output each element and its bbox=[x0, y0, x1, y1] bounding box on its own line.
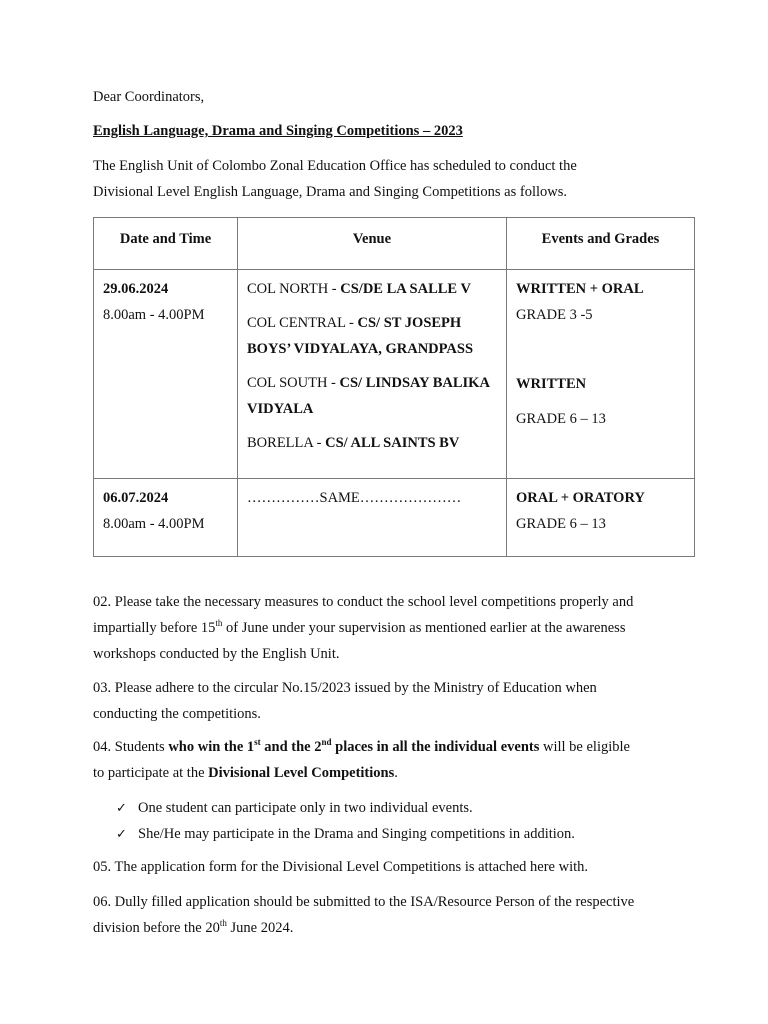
venue-item bbox=[247, 310, 497, 362]
date-cell bbox=[94, 479, 238, 557]
list-item bbox=[116, 821, 575, 847]
text-run: of June under your supervision as mentioned earlier at the awareness bbox=[222, 620, 626, 636]
greeting: Dear Coordinators, bbox=[93, 89, 205, 105]
paragraph-06 bbox=[93, 889, 694, 941]
paragraph-line bbox=[93, 760, 694, 786]
text-run: and the 2 bbox=[260, 739, 322, 755]
paragraph-line: 06. Dully filled application should be submitted to the ISA/Resource Person of the respective bbox=[93, 894, 635, 910]
venue-name: CS/DE LA SALLE V bbox=[340, 281, 471, 297]
schedule-table bbox=[93, 217, 695, 557]
list-item bbox=[116, 795, 575, 821]
date: 06.07.2024 bbox=[103, 490, 169, 506]
checkmark-icon: ✓ bbox=[116, 800, 127, 815]
venue-item bbox=[247, 430, 497, 456]
header-venue: Venue bbox=[238, 218, 507, 270]
superscript: nd bbox=[321, 737, 332, 748]
venue-name: CS/ LINDSAY BALIKA VIDYALA bbox=[247, 375, 490, 417]
venue-cell bbox=[238, 270, 507, 479]
superscript: th bbox=[215, 618, 223, 629]
paragraph-line bbox=[93, 915, 694, 941]
text-run: to participate at the bbox=[93, 765, 209, 781]
grade-label: GRADE 6 – 13 bbox=[516, 516, 606, 532]
date-cell bbox=[94, 270, 238, 479]
event-label: ORAL + ORATORY bbox=[516, 490, 645, 506]
event-label: WRITTEN bbox=[516, 376, 587, 392]
header-events-grades: Events and Grades bbox=[507, 218, 695, 270]
date: 29.06.2024 bbox=[103, 281, 169, 297]
text-run: Divisional Level Competitions bbox=[208, 765, 395, 781]
intro-paragraph bbox=[93, 153, 694, 205]
venue-zone: COL CENTRAL - bbox=[247, 315, 358, 331]
text-run: impartially before 15 bbox=[93, 620, 216, 636]
intro-line-2: Divisional Level English Language, Drama and Singing Competitions as follows. bbox=[93, 184, 567, 200]
events-cell bbox=[507, 479, 695, 557]
list-item-text: She/He may participate in the Drama and Singing competitions in addition. bbox=[138, 826, 575, 842]
venue-name: CS/ ALL SAINTS BV bbox=[325, 435, 460, 451]
text-run: division before the 20 bbox=[93, 920, 220, 936]
spacer bbox=[516, 328, 685, 371]
paragraph-line bbox=[93, 734, 694, 760]
text-run: . bbox=[394, 765, 398, 781]
time: 8.00am - 4.00PM bbox=[103, 516, 205, 532]
paragraph-03 bbox=[93, 675, 694, 727]
table-row bbox=[94, 270, 695, 479]
time: 8.00am - 4.00PM bbox=[103, 307, 205, 323]
venue-name: CS/ ST JOSEPH BOYS’ VIDYALAYA, GRANDPASS bbox=[247, 315, 474, 357]
paragraph-line: workshops conducted by the English Unit. bbox=[93, 646, 340, 662]
venue-zone: COL SOUTH - bbox=[247, 375, 340, 391]
paragraph-line: 03. Please adhere to the circular No.15/2023 issued by the Ministry of Education when bbox=[93, 680, 597, 696]
paragraph-04 bbox=[93, 734, 694, 786]
table-row bbox=[94, 479, 695, 557]
text-run: who win the 1 bbox=[168, 739, 255, 755]
intro-line-1: The English Unit of Colombo Zonal Education Office has scheduled to conduct the bbox=[93, 158, 577, 174]
superscript: st bbox=[254, 737, 261, 748]
venue-cell bbox=[238, 479, 507, 557]
table-header-row bbox=[94, 218, 695, 270]
paragraph-line bbox=[93, 615, 694, 641]
text-run: will be eligible bbox=[539, 739, 630, 755]
text-run: places in all the individual events bbox=[331, 739, 540, 755]
events-cell bbox=[507, 270, 695, 479]
text-run: 04. Students bbox=[93, 739, 169, 755]
checkmark-icon: ✓ bbox=[116, 826, 127, 841]
bullet-list bbox=[116, 795, 575, 847]
paragraph-02 bbox=[93, 589, 694, 667]
header-date-time: Date and Time bbox=[94, 218, 238, 270]
venue-same: ……………SAME………………… bbox=[247, 490, 462, 506]
grade-label: GRADE 3 -5 bbox=[516, 307, 593, 323]
text-run: June 2024. bbox=[226, 920, 294, 936]
document-title: English Language, Drama and Singing Competitions – 2023 bbox=[93, 123, 463, 139]
list-item-text: One student can participate only in two individual events. bbox=[138, 800, 473, 816]
paragraph-line: conducting the competitions. bbox=[93, 706, 261, 722]
paragraph-05: 05. The application form for the Divisional Level Competitions is attached here with. bbox=[93, 859, 589, 875]
event-label: WRITTEN + ORAL bbox=[516, 281, 644, 297]
venue-zone: COL NORTH - bbox=[247, 281, 341, 297]
venue-item bbox=[247, 370, 497, 422]
venue-item bbox=[247, 276, 497, 302]
paragraph-line: 02. Please take the necessary measures to conduct the school level competitions properly and bbox=[93, 594, 634, 610]
venue-zone: BORELLA - bbox=[247, 435, 326, 451]
superscript: th bbox=[219, 918, 227, 929]
grade-label: GRADE 6 – 13 bbox=[516, 411, 606, 427]
